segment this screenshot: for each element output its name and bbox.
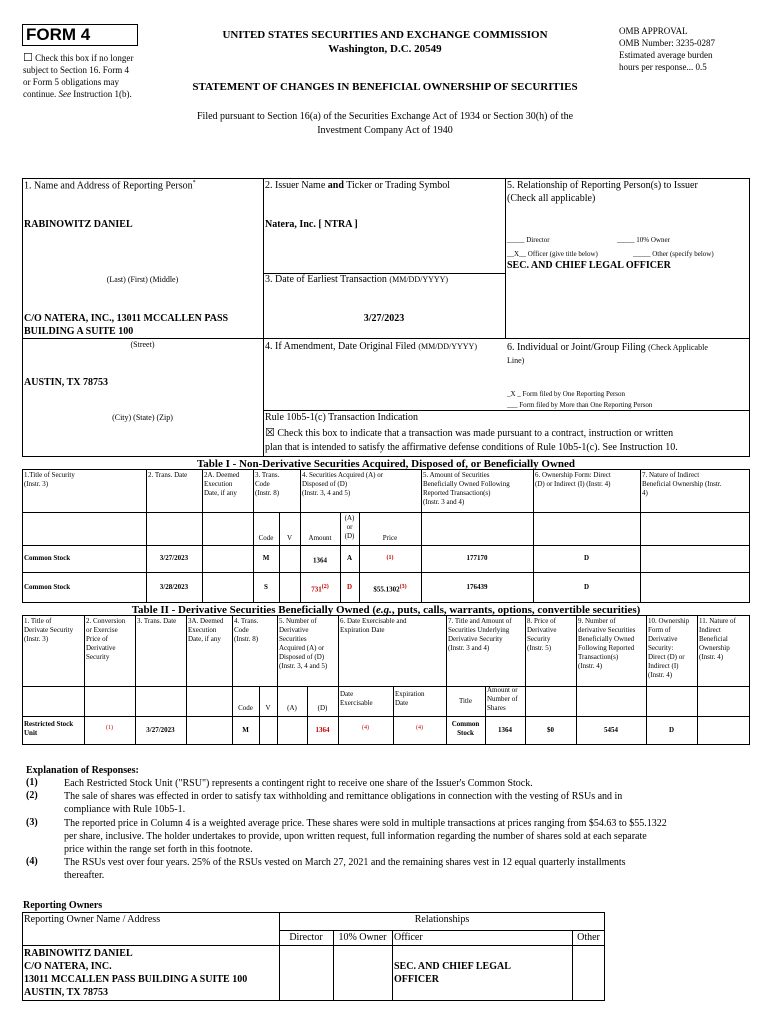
t2-h9-2: Beneficially Owned (578, 635, 635, 643)
t1-r0-form: D (583, 554, 590, 562)
t2-h11-3: Ownership (699, 644, 730, 652)
director-line: _____ Director (507, 236, 550, 244)
t2-sub-exer-2: Exercisable (340, 699, 373, 707)
officer-title: SEC. AND CHIEF LEGAL OFFICER (507, 260, 671, 271)
expl-num-1: (1) (26, 777, 38, 788)
t2-h5-0: 5. Number of (279, 617, 317, 625)
earliest-date-label (265, 274, 448, 285)
t1-sub-code: Code (258, 534, 274, 542)
t2-h8-1: Derivative (527, 626, 557, 634)
t2-row-exer-sup[interactable]: (4) (362, 725, 369, 731)
t2-h6-1: Expiration Date (340, 626, 385, 634)
agency-name: UNITED STATES SECURITIES AND EXCHANGE COMMISSION (222, 29, 548, 41)
t2-h4-1: Code (234, 626, 249, 634)
t1-r1-owned: 176439 (466, 583, 488, 591)
t2-h2-0: 2. Conversion (86, 617, 126, 625)
t1-h4-3: (Instr. 3, 4 and 5) (302, 489, 351, 497)
t2-sub-exer (340, 690, 373, 708)
expl-2-line-0: The sale of shares was effected in order to satisfy tax withholding and remittance obligations in connection with the vesting of RSUs and in (64, 791, 623, 802)
t2-h3a-0: 3A. Deemed (188, 617, 224, 625)
t2-h10-4: Direct (D) or (648, 653, 685, 661)
expl-4-line-1: thereafter. (64, 870, 105, 881)
t2-h1-2: (Instr. 3) (24, 635, 49, 643)
t2-h6 (340, 617, 406, 635)
t1-r1-date: 3/28/2023 (159, 583, 189, 591)
t2-h7-1: Securities Underlying (448, 626, 510, 634)
t2-h2-2: Price of (86, 635, 108, 643)
t1-h2: 2. Trans. Date (148, 471, 188, 479)
t2-h6-0: 6. Date Exercisable and (340, 617, 407, 625)
check-text-4a: continue. (23, 89, 57, 99)
t2-h7-0: 7. Title and Amount of (448, 617, 512, 625)
t2-h10 (648, 617, 689, 680)
issuer-name: Natera, Inc. [ NTRA ] (265, 219, 358, 230)
earliest-date-label-text: 3. Date of Earliest Transaction (265, 274, 387, 285)
t2-row-exer (338, 724, 393, 735)
t2-sub-a: (A) (287, 704, 297, 712)
t1-h4 (302, 471, 383, 498)
form-title: FORM 4 (26, 25, 91, 44)
t2-sub-exer-1: Date (340, 690, 354, 698)
t2-h9-3: Following Reported (578, 644, 635, 652)
t2-h10-1: Form of (648, 626, 671, 634)
earliest-date-format: (MM/DD/YYYY) (389, 275, 449, 284)
t1-sub-price: Price (382, 534, 398, 542)
owner-officer-2: OFFICER (394, 974, 439, 985)
t1-h7-2: Beneficial Ownership (Instr. (642, 480, 722, 488)
amendment-date-format: (MM/DD/YYYY) (418, 342, 477, 351)
check-text-2: subject to Section 16. Form 4 (23, 65, 129, 75)
explanation-title: Explanation of Responses: (26, 765, 139, 776)
relationship-label-1: 5. Relationship of Reporting Person(s) to Issuer (507, 180, 698, 191)
rule-text-1: Check this box to indicate that a transaction was made pursuant to a contract, instruction or written (277, 428, 674, 439)
t1-r1-code: S (264, 583, 268, 591)
city-label: (City) (State) (Zip) (112, 413, 173, 422)
t2-h4-0: 4. Trans. (234, 617, 259, 625)
t2-row-d: 1364 (315, 726, 330, 734)
t1-h1 (24, 471, 75, 489)
t2-h4-2: (Instr. 8) (234, 635, 259, 643)
table2-title-a: Table II - Derivative Securities Beneficially Owned ( (131, 604, 377, 616)
t1-h2a-1: 2A. Deemed (204, 471, 240, 479)
t1-h2a-2: Execution (204, 480, 233, 488)
t2-h5 (279, 617, 327, 671)
owner-officer-1: SEC. AND CHIEF LEGAL (394, 961, 511, 972)
t1-h3-2: Code (255, 480, 270, 488)
t2-row-exp-sup[interactable]: (4) (416, 725, 423, 731)
filing-label (507, 341, 747, 367)
t2-row-title (24, 720, 73, 738)
t1-h5 (423, 471, 510, 507)
issuer-label-a: 2. Issuer Name (265, 180, 326, 191)
rule-label: Rule 10b5-1(c) Transaction Indication (265, 412, 419, 423)
t1-h5-1: 5. Amount of Securities (423, 471, 490, 479)
section16-checkbox-text (23, 52, 163, 100)
t2-h10-3: Security: (648, 644, 674, 652)
t1-sub-aord-2: or (346, 523, 353, 531)
t2-h9-1: derivative Securities (578, 626, 636, 634)
t1-sub-aord-3: (D) (344, 532, 355, 540)
table2-title-eg: e.g. (376, 604, 392, 616)
t2-row-owned: 5454 (604, 726, 618, 734)
other-line: _____ Other (specify below) (633, 250, 714, 258)
t1-h2a (204, 471, 239, 498)
expl-num-3: (3) (26, 817, 38, 828)
street-label: (Street) (130, 340, 155, 349)
expl-3-line-0: The reported price in Column 4 is a weighted average price. These shares were sold in multiple transactions at prices ranging from $54.63 to $55.1322 (64, 818, 667, 829)
t1-h7-1: 7. Nature of Indirect (642, 471, 700, 479)
owners-col-rel: Relationships (414, 914, 470, 925)
section16-checkbox-glyph[interactable]: ☐ (23, 52, 33, 64)
t2-h7 (448, 617, 512, 653)
t2-sub-amt-1: Amount or (487, 686, 518, 694)
t1-r0-amount-val: 1364 (313, 556, 327, 565)
owner-addr-2: C/O NATERA, INC. (24, 961, 112, 972)
reporter-street-1: C/O NATERA, INC., 13011 MCCALLEN PASS (24, 313, 229, 324)
t2-h11-1: Indirect (699, 626, 721, 634)
t2-h3a (188, 617, 223, 644)
t1-h1a: 1.Title of Security (24, 471, 75, 479)
t1-h7-3: 4) (642, 489, 648, 497)
t2-sub-v: V (265, 704, 271, 712)
expl-4-line-0: The RSUs vest over four years. 25% of the RSUs vested on March 27, 2021 and the remaining shares vest in 12 equal quarterly installments (64, 857, 626, 868)
t1-h2a-3: Date, if any (204, 489, 237, 497)
t1-r0-price (359, 554, 421, 565)
t1-h6 (535, 471, 611, 489)
t1-r1-amount-sup[interactable]: (2) (321, 584, 329, 590)
t1-r0-date: 3/27/2023 (159, 554, 189, 562)
t2-row-conv (84, 724, 135, 735)
owner-officer-title (394, 960, 511, 986)
name-format-label: (Last) (First) (Middle) (106, 275, 179, 284)
agency-city: Washington, D.C. 20549 (328, 43, 442, 55)
reporter-city: AUSTIN, TX 78753 (24, 377, 108, 388)
t2-sub-amt-2: Number of (487, 695, 518, 703)
t2-sub-d: (D) (317, 704, 328, 712)
t2-sub-exp-1: Expiration (395, 690, 425, 698)
table1-title: Table I - Non-Derivative Securities Acquired, Disposed of, or Beneficially Owned (196, 458, 576, 470)
t2-h5-3: Acquired (A) or (279, 644, 325, 652)
expl-2-line-1: compliance with Rule 10b5-1. (64, 804, 186, 815)
filing-label-text: 6. Individual or Joint/Group Filing (507, 342, 646, 353)
t2-h4 (234, 617, 258, 644)
t2-h2-4: Security (86, 653, 110, 661)
issuer-label-and: and (327, 180, 344, 191)
t2-row-date: 3/27/2023 (146, 726, 175, 734)
reporter-label-text: 1. Name and Address of Reporting Person (24, 180, 193, 192)
issuer-label-b: Ticker or Trading Symbol (346, 180, 451, 191)
relationship-label-2: (Check all applicable) (507, 193, 596, 204)
t1-r1-title: Common Stock (24, 583, 71, 591)
t2-row-shares: 1364 (498, 726, 512, 734)
t2-row-title-2: Unit (24, 729, 38, 737)
t1-sub-aord (340, 514, 359, 541)
t1-h7 (642, 471, 722, 498)
t2-h1-0: 1. Title of (24, 617, 52, 625)
amendment-label (265, 341, 477, 352)
check-text-4c: Instruction 1(b). (73, 89, 132, 99)
t2-h8 (527, 617, 557, 653)
t2-h10-6: (Instr. 4) (648, 671, 673, 679)
owners-col-ten: 10% Owner (338, 932, 387, 943)
t1-h1b: (Instr. 3) (24, 480, 49, 488)
t2-h2 (86, 617, 125, 662)
t1-h5-4: (Instr. 3 and 4) (423, 498, 465, 506)
t2-sub-amt (487, 686, 518, 713)
t1-r1-form: D (583, 583, 590, 591)
omb-line-2: OMB Number: 3235-0287 (619, 38, 715, 48)
t2-sub-title: Title (459, 697, 472, 705)
t2-h5-4: Disposed of (D) (279, 653, 325, 661)
t1-h3-1: 3. Trans. (255, 471, 280, 479)
filing-one: _X _ Form filed by One Reporting Person (507, 390, 626, 398)
t2-h8-0: 8. Price of (527, 617, 556, 625)
expl-text-4 (64, 856, 749, 882)
filing-label-2: Line) (507, 356, 525, 365)
filing-label-small: (Check Applicable (648, 343, 708, 352)
owners-col-director: Director (289, 932, 323, 943)
omb-line-4: hours per response... 0.5 (619, 62, 707, 72)
t1-h5-3: Reported Transaction(s) (423, 489, 491, 497)
t2-h8-3: (Instr. 5) (527, 644, 552, 652)
earliest-date: 3/27/2023 (363, 313, 405, 324)
t1-r0-price-sup[interactable]: (1) (386, 555, 394, 561)
t2-row-conv-sup[interactable]: (1) (106, 725, 113, 731)
t2-h1-1: Derivate Security (24, 626, 74, 634)
t2-h3: 3. Trans. Date (137, 617, 177, 625)
expl-1-line-0: Each Restricted Stock Unit ("RSU") represents a contingent right to receive one share of the Issuer's Common Stock. (64, 778, 533, 789)
t2-h9 (578, 617, 635, 671)
issuer-label (265, 180, 450, 191)
t1-h5-2: Beneficially Owned Following (423, 480, 510, 488)
t2-h1 (24, 617, 73, 644)
t1-r1-price (359, 583, 421, 594)
t1-r0-code: M (262, 554, 270, 562)
owner-addr-1: RABINOWITZ DANIEL (24, 948, 133, 959)
omb-line-3: Estimated average burden (619, 50, 713, 60)
t1-r1-price-sup[interactable]: (3) (399, 584, 407, 590)
t1-h6-1: 6. Ownership Form: Direct (535, 471, 611, 479)
t2-sub-exp (395, 690, 425, 708)
t2-row-ctitle (446, 720, 485, 738)
check-text-3: or Form 5 obligations may (23, 77, 119, 87)
t2-h2-1: or Exercise (86, 626, 118, 634)
t2-h10-0: 10. Ownership (648, 617, 690, 625)
filed-pursuant-2: Investment Company Act of 1940 (317, 125, 453, 136)
owners-col-other: Other (577, 932, 600, 943)
reporter-label-sup: * (192, 180, 196, 186)
t2-sub-code: Code (238, 704, 253, 712)
t2-h9-0: 9. Number of (578, 617, 616, 625)
t1-sub-amount: Amount (308, 534, 332, 542)
expl-text-3 (64, 817, 749, 856)
t1-h4-2: Disposed of (D) (302, 480, 348, 488)
owners-col-name: Reporting Owner Name / Address (24, 914, 161, 925)
t1-r1-aord: D (346, 583, 353, 591)
t2-row-form: D (668, 726, 675, 734)
expl-text-2 (64, 790, 749, 816)
t1-h4-1: 4. Securities Acquired (A) or (302, 471, 384, 479)
t1-sub-v: V (286, 534, 293, 542)
t1-r0-aord: A (346, 554, 353, 562)
expl-3-line-1: per share, inclusive. The holder undertakes to provide, upon written request, full information regarding the number of shares sold at each separate (64, 831, 647, 842)
expl-3-line-2: price within the range set forth in this footnote. (64, 844, 253, 855)
t2-sub-amt-3: Shares (487, 704, 506, 712)
expl-num-4: (4) (26, 856, 38, 867)
owners-col-officer: Officer (394, 932, 423, 943)
t2-row-ctitle-1: Common (451, 720, 480, 728)
rule-text-2: plan that is intended to satisfy the affirmative defense conditions of Rule 10b5-1(c). See Instruction 10. (265, 442, 678, 453)
rule-checkbox[interactable]: ☒ (265, 427, 275, 439)
t1-r0-owned: 177170 (466, 554, 488, 562)
t2-h9-5: (Instr. 4) (578, 662, 603, 670)
owner-address (24, 947, 247, 999)
t1-r0-title: Common Stock (24, 554, 71, 562)
filing-more: ___ Form filed by More than One Reporting Person (507, 401, 653, 409)
t1-r0-amount (300, 554, 340, 565)
reporter-name: RABINOWITZ DANIEL (24, 219, 133, 230)
check-text-1: Check this box if no longer (35, 53, 134, 63)
omb-approval (619, 25, 715, 73)
t2-h8-2: Security (527, 635, 551, 643)
statement-title: STATEMENT OF CHANGES IN BENEFICIAL OWNERSHIP OF SECURITIES (192, 81, 578, 93)
t2-h2-3: Derivative (86, 644, 116, 652)
t1-h3 (255, 471, 279, 498)
t2-h10-5: Indirect (I) (648, 662, 679, 670)
t1-h3-3: (Instr. 8) (255, 489, 280, 497)
owners-title: Reporting Owners (23, 900, 103, 911)
t2-h11-2: Beneficial (699, 635, 728, 643)
t2-row-exp (393, 724, 446, 735)
t2-row-ctitle-2: Stock (457, 729, 474, 737)
t2-h7-2: Derivative Security (448, 635, 503, 643)
ten-pct-line: _____ 10% Owner (617, 236, 670, 244)
rule-text (265, 426, 750, 455)
reporter-street-2: BUILDING A SUITE 100 (24, 326, 134, 337)
omb-line-1: OMB APPROVAL (619, 26, 688, 36)
t2-h3a-2: Date, if any (188, 635, 221, 643)
filed-pursuant-1: Filed pursuant to Section 16(a) of the Securities Exchange Act of 1934 or Section 30(h) of the (196, 111, 574, 122)
t2-h10-2: Derivative (648, 635, 678, 643)
t1-r1-amount-val: 731 (311, 585, 322, 594)
t2-h5-2: Securities (279, 635, 307, 643)
reporter-label (24, 180, 196, 191)
check-text-4b: See (58, 89, 71, 99)
t2-row-code: M (242, 726, 249, 734)
officer-line: __X__ Officer (give title below) (507, 250, 598, 258)
t2-h11-0: 11. Nature of (699, 617, 736, 625)
t2-h9-4: Transaction(s) (578, 653, 619, 661)
expl-num-2: (2) (26, 790, 38, 801)
t2-h5-5: (Instr. 3, 4 and 5) (279, 662, 328, 670)
t2-h11-4: (Instr. 4) (699, 653, 724, 661)
t1-sub-aord-1: (A) (344, 514, 355, 522)
t1-r1-amount (300, 583, 340, 594)
t2-h3a-1: Execution (188, 626, 217, 634)
owner-addr-3: 13011 MCCALLEN PASS BUILDING A SUITE 100 (24, 974, 248, 985)
t1-h6-2: (D) or Indirect (I) (Instr. 4) (535, 480, 611, 488)
owner-addr-4: AUSTIN, TX 78753 (24, 987, 108, 998)
t2-row-title-1: Restricted Stock (24, 720, 74, 728)
t2-h11 (699, 617, 736, 662)
table2-title-b: , puts, calls, warrants, options, convertible securities) (391, 604, 641, 616)
t2-sub-exp-2: Date (395, 699, 409, 707)
t1-r1-price-val: $55.1302 (373, 585, 400, 594)
expl-text-1 (64, 777, 749, 790)
amendment-label-text: 4. If Amendment, Date Original Filed (265, 341, 416, 352)
t2-h7-3: (Instr. 3 and 4) (448, 644, 490, 652)
t2-h5-1: Derivative (279, 626, 309, 634)
t2-row-price: $0 (547, 726, 554, 734)
